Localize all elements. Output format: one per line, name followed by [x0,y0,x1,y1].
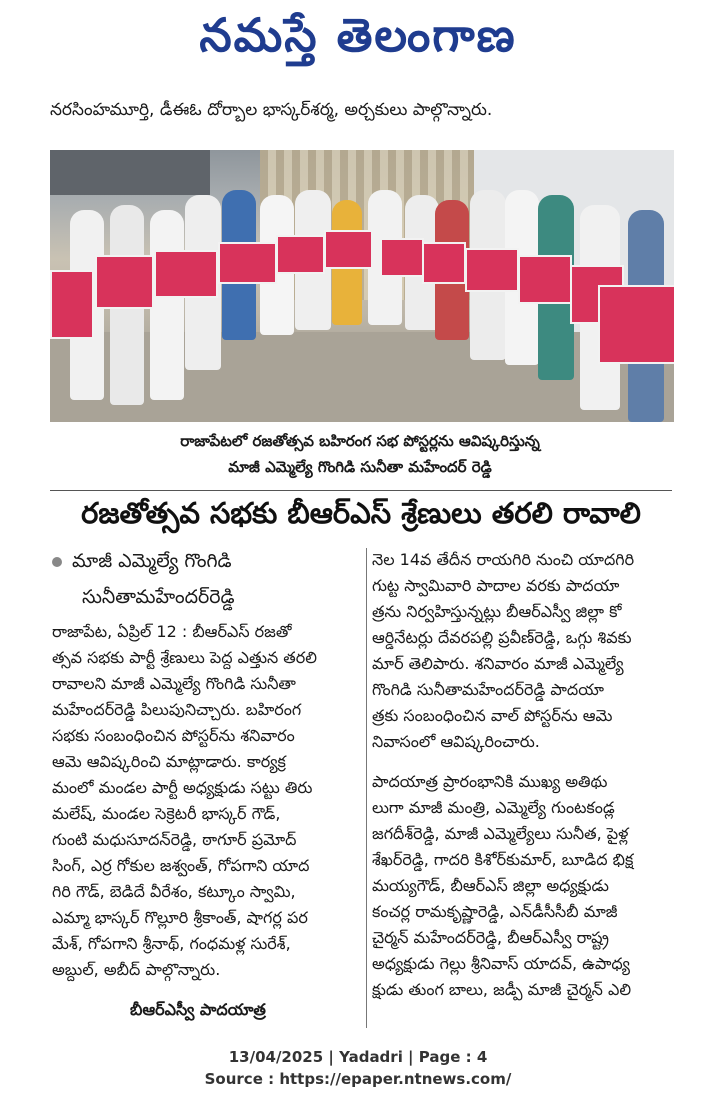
headline-rule [50,490,672,491]
right-col-line: గుట్ట స్వామివారి పాదాల వరకు పాదయా [372,576,620,595]
poster-banner [518,255,572,304]
photo-caption-line-1: రాజాపేటలో రజతోత్సవ బహిరంగ సభ పోస్టర్లను ఆవిష్కరిస్తున్న [180,432,540,450]
left-col-line: మేశ్, గోపగాని శ్రీనాథ్, గంధమళ్ల సురేశ్, [52,934,291,953]
left-col-line: ఎమ్మా భాస్కర్ గొల్లూరి శ్రీకాంత్, షాగర్ల పర [52,908,308,927]
right-col-line: పాదయాత్ర ప్రారంభానికి ముఖ్య అతిథు [372,772,608,791]
right-col-line: మార్ తెలిపారు. శనివారం మాజీ ఎమ్మెల్యే [372,654,624,673]
right-col-line: త్రను నిర్వహిస్తున్నట్లు బీఆర్‌ఎస్వీ జిల్లా కో [372,602,622,621]
poster-banner [276,235,325,274]
footer-date-edition: 13/04/2025 | Yadadri | Page : 4 [228,1048,488,1066]
byline-line-2: సునీతామహేందర్‌రెడ్డి [82,586,235,608]
photo-person [150,210,184,400]
right-col-line: లుగా మాజీ మంత్రి, ఎమ్మెల్యే గుంటకండ్ల [372,798,615,817]
right-col-line: కంచర్ల రామకృష్ణారెడ్డి, ఎన్‌డీసీసీబీ మాజీ [372,902,618,921]
newspaper-masthead: నమస్తే తెలంగాణ [199,8,517,62]
photo-roof [50,150,210,195]
right-col-line: జగదీశ్‌రెడ్డి, మాజీ ఎమ్మెల్యేలు సునీత, పైళ్ల [372,824,629,843]
right-col-line: అధ్యక్షుడు గెల్లు శ్రీనివాస్ యాదవ్, ఉపాధ్య [372,954,630,973]
right-col-line: శేఖర్‌రెడ్డి, గాదరి కిశోర్‌కుమార్, బూడిద భిక్ష [372,850,634,869]
right-col-line: గొంగిడి సునీతామహేందర్‌రెడ్డి పాదయా [372,680,604,699]
left-col-line: రాజాపేట, ఏప్రిల్ 12 : బీఆర్‌ఎస్ రజతో [52,622,292,641]
left-col-line: మహేందర్‌రెడ్డి పిలుపునిచ్చారు. బహిరంగ [52,700,302,719]
left-subhead: బీఆర్‌ఎస్వీ పాదయాత్ర [130,1000,266,1019]
byline-text: మాజీ ఎమ్మెల్యే గొంగిడి [72,550,232,572]
right-col-line: క్షుడు తుంగ బాలు, జడ్పీ మాజీ చైర్మన్ ఎలి [372,980,632,999]
poster-banner [465,248,519,292]
poster-banner [95,255,154,309]
left-col-line: గిరి గౌడ్, బెడిదే వీరేశం, కట్కూం స్వామి, [52,882,296,901]
byline-line-1 [52,550,232,577]
previous-article-tail: నరసింహమూర్తి, డీఈఓ దోర్బాల భాస్కర్‌శర్మ, అర్చకులు పాల్గొన్నారు. [50,100,493,120]
poster-banner [380,238,424,277]
right-col-line: నెల 14వ తేదీన రాయగిరి నుంచి యాదగిరి [372,550,635,569]
poster-banner [422,242,466,284]
left-col-line: సింగ్, ఎర్ర గోకుల జశ్వంత్, గోపగాని యాద [52,856,310,875]
right-col-line: నివాసంలో ఆవిష్కరించారు. [372,732,540,751]
right-col-line: చైర్మన్ మహేందర్‌రెడ్డి, బీఆర్‌ఎస్వీ రాష్ట్ర [372,928,610,947]
poster-banner [50,270,94,339]
bullet-icon [52,557,62,567]
article-headline: రజతోత్సవ సభకు బీఆర్‌ఎస్ శ్రేణులు తరలి రావాలి [81,496,641,530]
footer-source-link[interactable]: Source : https://epaper.ntnews.com/ [204,1070,512,1088]
right-col-line: త్రకు సంబంధించిన వాల్ పోస్టర్‌ను ఆమె [372,706,613,725]
left-col-line: త్సవ సభకు పార్టీ శ్రేణులు పెద్ద ఎత్తున తరలి [52,648,317,667]
left-col-line: మంలో మండల పార్టీ అధ్యక్షుడు సట్టు తిరు [52,778,313,797]
poster-banner [154,250,218,298]
left-col-line: ఆమె ఆవిష్కరించి మాట్లాడారు. కార్యక్ర [52,752,286,771]
poster-banner [218,242,277,284]
right-col-line: మయ్యగౌడ్, బీఆర్‌ఎస్ జిల్లా అధ్యక్షుడు [372,876,609,895]
poster-banner [598,285,674,364]
left-col-line: సభకు సంబంధించిన పోస్టర్‌ను శనివారం [52,726,295,745]
news-photo [50,150,674,422]
left-col-line: మలేష్, మండల సెక్రెటరీ భాస్కర్ గౌడ్, [52,804,281,823]
column-divider [366,548,367,1028]
right-col-line: ఆర్డినేటర్లు దేవరపల్లి ప్రవీణ్‌రెడ్డి, ఒగ్గు శివకు [372,628,632,647]
left-col-line: అబ్దుల్, అబీద్ పాల్గొన్నారు. [52,960,221,979]
left-col-line: గుంటి మధుసూదన్‌రెడ్డి, ఠాగూర్ ప్రమోద్ [52,830,297,849]
photo-caption-line-2: మాజీ ఎమ్మెల్యే గొంగిడి సునీతా మహేందర్ రెడ్డి [228,458,492,476]
left-col-line: రావాలని మాజీ ఎమ్మెల్యే గొంగిడి సునీతా [52,674,296,693]
poster-banner [324,230,373,269]
